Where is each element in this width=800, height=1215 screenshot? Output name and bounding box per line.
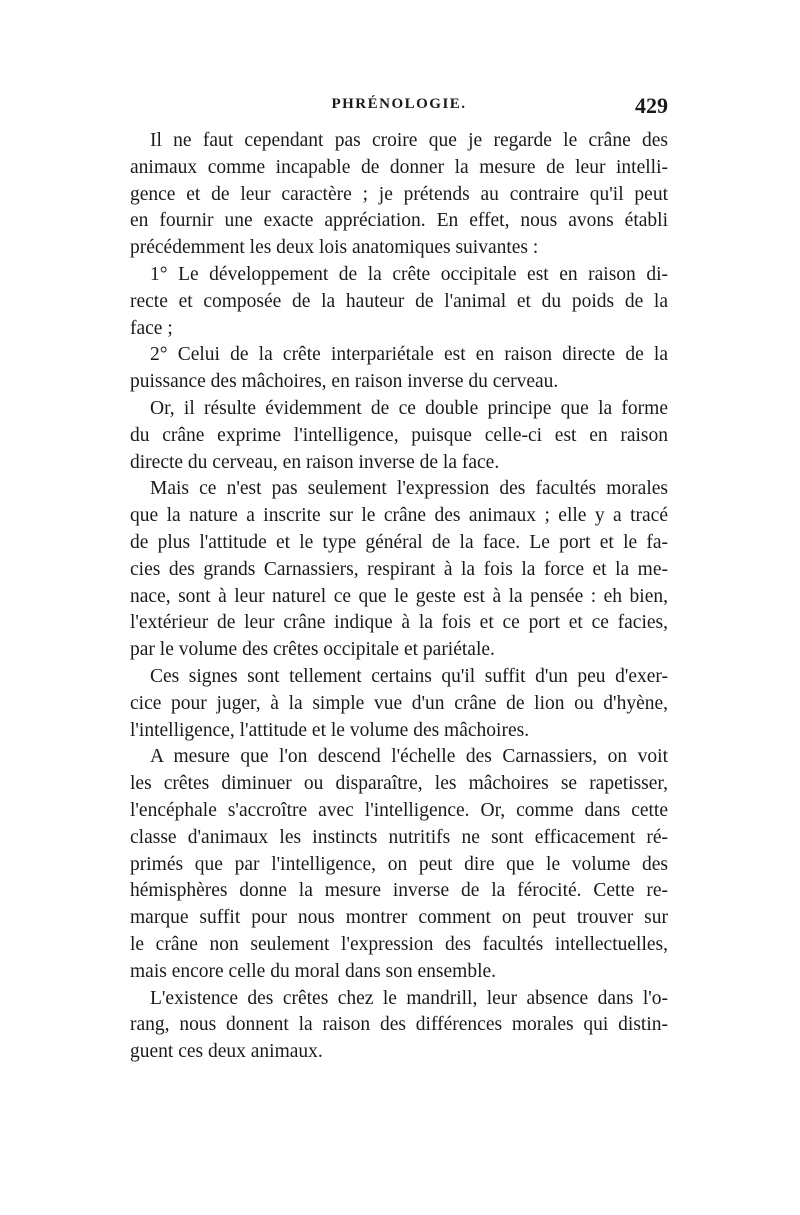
- text-line: classe d'animaux les instincts nutritifs ne sont efficacement ré-: [130, 826, 668, 848]
- text-line: L'existence des crêtes chez le mandrill, leur absence dans l'o-: [150, 987, 668, 1009]
- text-line: mais encore celle du moral dans son ensemble.: [130, 960, 497, 982]
- text-line: précédemment les deux lois anatomiques suivantes :: [130, 237, 539, 259]
- text-line: Or, il résulte évidemment de ce double principe que la forme: [150, 397, 668, 419]
- text-line: du crâne exprime l'intelligence, puisque celle-ci est en raison: [130, 424, 668, 446]
- text-line: puissance des mâchoires, en raison inverse du cerveau.: [130, 371, 559, 393]
- running-title: PHRÉNOLOGIE.: [331, 96, 467, 112]
- text-line: de plus l'attitude et le type général de la face. Le port et le fa-: [130, 531, 668, 553]
- text-line: cice pour juger, à la simple vue d'un crâne de lion ou d'hyène,: [130, 692, 668, 714]
- text-line: Mais ce n'est pas seulement l'expression des facultés morales: [150, 478, 668, 500]
- text-line: rang, nous donnent la raison des différences morales qui distin-: [130, 1014, 668, 1036]
- text-line: A mesure que l'on descend l'échelle des Carnassiers, on voit: [150, 746, 668, 768]
- text-line: que la nature a inscrite sur le crâne des animaux ; elle y a tracé: [130, 505, 668, 527]
- text-line: face ;: [130, 317, 173, 339]
- text-line: gence et de leur caractère ; je prétends au contraire qu'il peut: [130, 183, 668, 205]
- text-line: 1° Le développement de la crête occipitale est en raison di-: [150, 263, 668, 285]
- text-line: l'encéphale s'accroître avec l'intelligence. Or, comme dans cette: [130, 799, 668, 821]
- body-text: [130, 128, 668, 1066]
- text-line: en fournir une exacte appréciation. En effet, nous avons établi: [130, 210, 668, 232]
- text-line: primés que par l'intelligence, on peut dire que le volume des: [130, 853, 668, 875]
- running-head: [130, 93, 668, 126]
- text-line: 2° Celui de la crête interpariétale est en raison directe de la: [150, 344, 668, 366]
- text-line: cies des grands Carnassiers, respirant à la fois la force et la me-: [130, 558, 668, 580]
- text-line: animaux comme incapable de donner la mesure de leur intelli-: [130, 156, 668, 178]
- text-line: hémisphères donne la mesure inverse de la férocité. Cette re-: [130, 880, 668, 902]
- text-line: marque suffit pour nous montrer comment on peut trouver sur: [130, 907, 668, 929]
- text-line: par le volume des crêtes occipitale et pariétale.: [130, 639, 495, 661]
- text-line: guent ces deux animaux.: [130, 1041, 323, 1063]
- page-number: 429: [635, 93, 668, 118]
- text-line: directe du cerveau, en raison inverse de la face.: [130, 451, 500, 473]
- text-line: Il ne faut cependant pas croire que je regarde le crâne des: [150, 130, 668, 151]
- text-line: l'extérieur de leur crâne indique à la fois et ce port et ce facies,: [130, 612, 668, 634]
- text-line: recte et composée de la hauteur de l'animal et du poids de la: [130, 290, 668, 312]
- text-line: l'intelligence, l'attitude et le volume des mâchoires.: [130, 719, 530, 741]
- text-line: nace, sont à leur naturel ce que le geste est à la pensée : eh bien,: [130, 585, 668, 607]
- text-line: le crâne non seulement l'expression des facultés intellectuelles,: [130, 933, 668, 955]
- text-line: Ces signes sont tellement certains qu'il suffit d'un peu d'exer-: [150, 665, 668, 687]
- text-line: les crêtes diminuer ou disparaître, les mâchoires se rapetisser,: [130, 773, 668, 795]
